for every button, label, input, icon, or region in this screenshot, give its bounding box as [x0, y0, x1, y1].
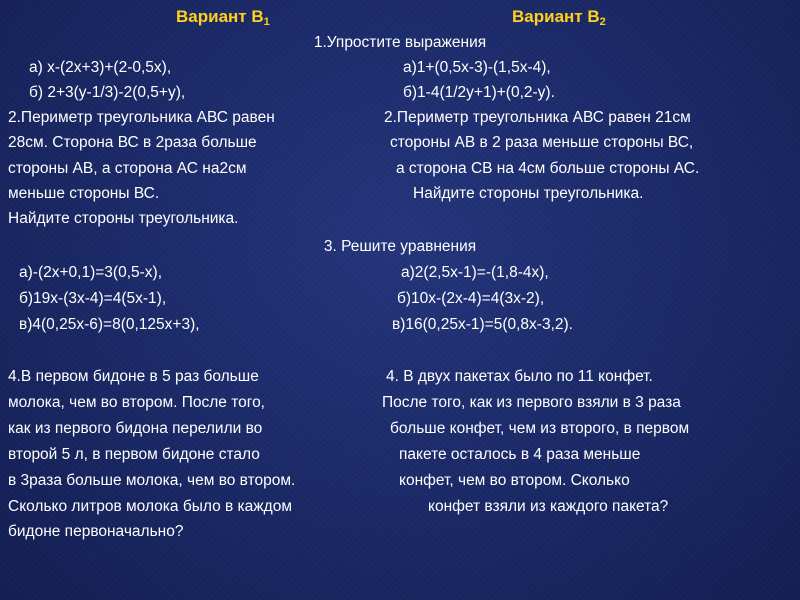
variant-1-heading-text: Вариант В [176, 7, 264, 26]
task3-right-line: б)10х-(2х-4)=4(3х-2), [397, 290, 545, 307]
task2-right-line: 2.Периметр треугольника АВС равен 21см [384, 109, 691, 126]
task4-right-line: После того, как из первого взяли в 3 раза [382, 394, 681, 411]
variant-2-heading-index: 2 [599, 16, 606, 28]
task4-left-line: молока, чем во втором. После того, [8, 394, 265, 411]
task3-right-line: в)16(0,25х-1)=5(0,8х-3,2). [392, 316, 573, 333]
task2-right-line: а сторона СВ на 4см больше стороны АС. [396, 160, 700, 177]
task1-right-a: а)1+(0,5х-3)-(1,5х-4), [403, 59, 551, 76]
task3-left-line: б)19х-(3х-4)=4(5х-1), [19, 290, 167, 307]
task4-right-line: больше конфет, чем из второго, в первом [390, 420, 690, 437]
task3-right-line: а)2(2,5х-1)=-(1,8-4х), [401, 264, 549, 281]
task4-left-line: Сколько литров молока было в каждом [8, 498, 292, 515]
task2-left-line: Найдите стороны треугольника. [8, 210, 239, 227]
task3-title: 3. Решите уравнения [323, 238, 477, 255]
variant-2-heading [512, 6, 606, 33]
task3-left-line: в)4(0,25х-6)=8(0,125х+3), [19, 316, 200, 333]
variant-1-heading-index: 1 [263, 16, 270, 28]
task2-right-line: стороны АВ в 2 раза меньше стороны ВС, [390, 134, 694, 151]
task4-left-line: 4.В первом бидоне в 5 раз больше [8, 368, 259, 385]
task4-right-line: конфет взяли из каждого пакета? [428, 498, 669, 515]
task3-left-line: а)-(2х+0,1)=3(0,5-х), [19, 264, 162, 281]
task1-title: 1.Упростите выражения [313, 34, 487, 51]
task4-left-line: бидоне первоначально? [8, 523, 184, 540]
task4-right-line: 4. В двух пакетах было по 11 конфет. [386, 368, 653, 385]
variant-1-heading [176, 6, 270, 33]
task1-right-b: б)1-4(1/2у+1)+(0,2-у). [403, 84, 555, 101]
task1-left-a: а) х-(2х+3)+(2-0,5х), [29, 59, 172, 76]
task2-left-line: 2.Периметр треугольника АВС равен [8, 109, 275, 126]
task2-left-line: 28см. Сторона ВС в 2раза больше [8, 134, 257, 151]
task2-left-line: меньше стороны ВС. [8, 185, 160, 202]
task4-left-line: в 3раза больше молока, чем во втором. [8, 472, 296, 489]
task2-right-line: Найдите стороны треугольника. [413, 185, 644, 202]
task2-left-line: стороны АВ, а сторона АС на2см [8, 160, 247, 177]
task4-left-line: второй 5 л, в первом бидоне стало [8, 446, 260, 463]
task4-right-line: конфет, чем во втором. Сколько [399, 472, 630, 489]
variant-2-heading-text: Вариант В [512, 7, 600, 26]
task1-left-b: б) 2+3(у-1/3)-2(0,5+у), [29, 84, 186, 101]
task4-right-line: пакете осталось в 4 раза меньше [399, 446, 641, 463]
task4-left-line: как из первого бидона перелили во [8, 420, 263, 437]
